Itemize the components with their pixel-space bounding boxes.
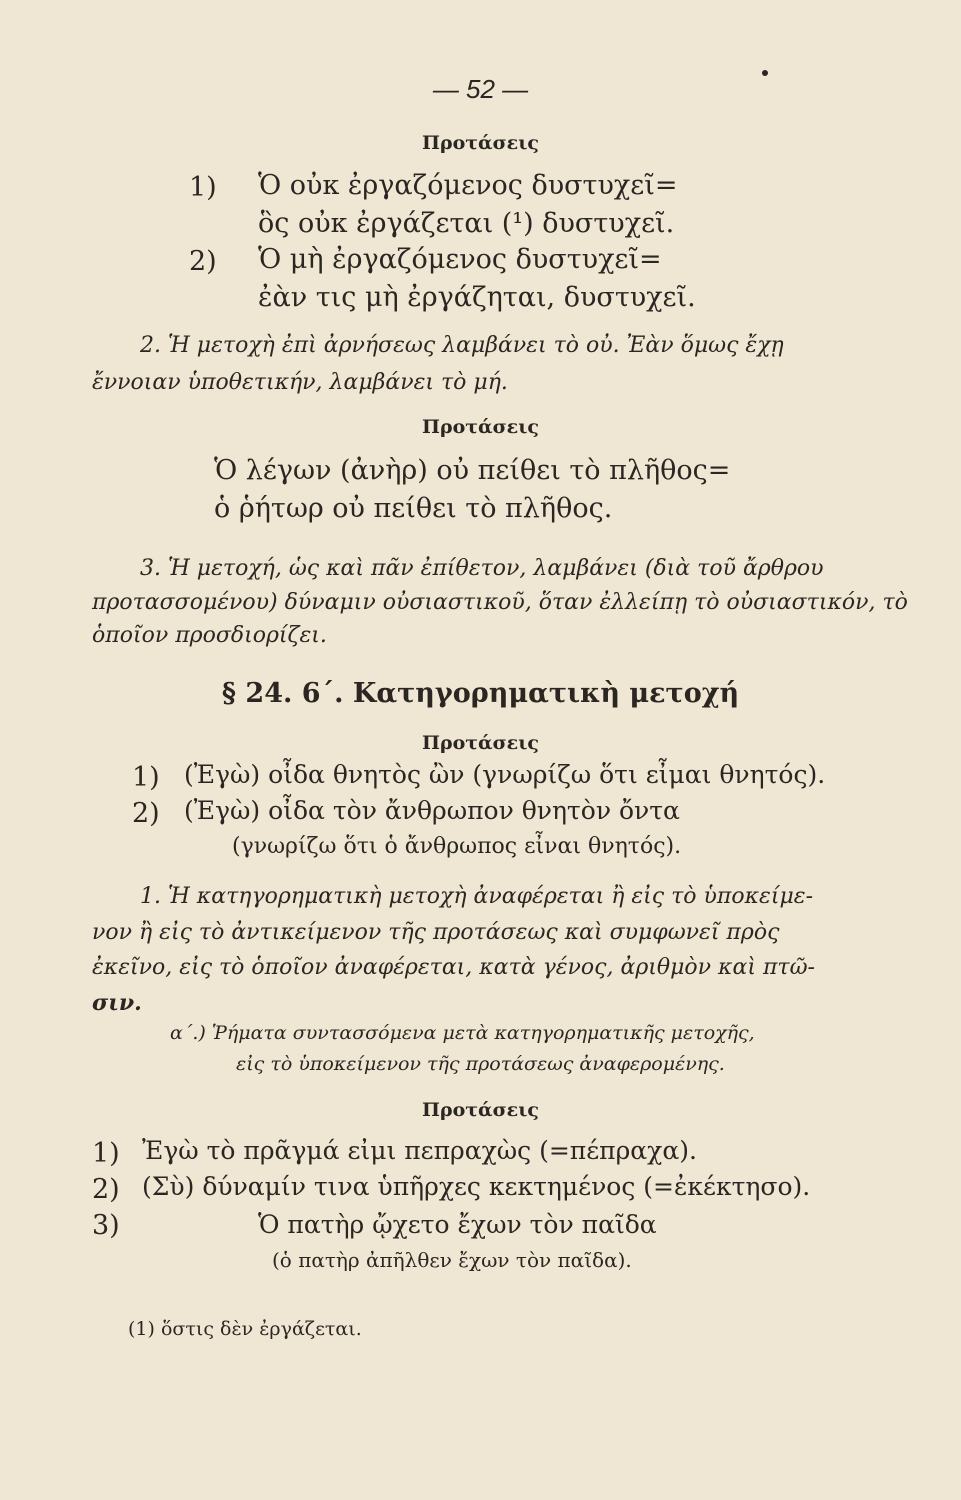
example-line: (Ἐγὼ) οἶδα τὸν ἄνθρωπον θνητὸν ὄντα [184,796,680,825]
item-number: 1) [189,172,217,203]
examples-heading-2: Προτάσεις [422,416,539,438]
rule-text: ὁποῖον προσδιορίζει. [92,623,327,648]
page-number: — 52 — [432,74,529,104]
rule-text: ἔννοιαν ὑποθετικήν, λαμβάνει τὸ μή. [92,370,508,395]
item-number: 1) [92,1138,120,1169]
example-line: Ἐγὼ τὸ πρᾶγμά εἰμι πεπραχὼς (=πέπραχα). [142,1136,697,1165]
example-line: Ὁ πατὴρ ᾤχετο ἔχων τὸν παῖδα [258,1210,657,1239]
item-number: 1) [132,762,160,793]
examples-heading-3: Προτάσεις [422,732,539,754]
example-line: ὃς οὐκ ἐργάζεται (¹) δυστυχεῖ. [258,208,675,239]
item-number: 2) [189,246,217,277]
examples-heading-1: Προτάσεις [422,132,539,154]
rule-text: 2. Ἡ μετοχὴ ἐπὶ ἀρνήσεως λαμβάνει τὸ οὐ. Ἐὰν ὅμως ἔχῃ [140,333,784,358]
footnote: (1) ὅστις δὲν ἐργάζεται. [128,1318,362,1340]
rule-text: προτασσομένου) δύναμιν οὐσιαστικοῦ, ὅταν ἐλλείπῃ τὸ οὐσιαστικόν, τὸ [92,590,908,615]
sub-rule: α΄.) Ῥήματα συντασσόμενα μετὰ κατηγορηματικῆς μετοχῆς, [170,1022,755,1044]
rule-text: 3. Ἡ μετοχή, ὡς καὶ πᾶν ἐπίθετον, λαμβάνει (διὰ τοῦ ἄρθρου [140,556,824,581]
section-title: § 24. 6΄. Κατηγορηματικὴ μετοχή [221,678,740,709]
rule-text: σιν. [92,990,142,1016]
example-line: ἐὰν τις μὴ ἐργάζηται, δυστυχεῖ. [258,282,696,313]
rule-text: 1. Ἡ κατηγορηματικὴ μετοχὴ ἀναφέρεται ἢ εἰς τὸ ὑποκείμε- [140,884,814,909]
example-line: (Σὺ) δύναμίν τινα ὑπῆρχες κεκτημένος (=ἐκέκτησο). [142,1172,811,1201]
example-line: Ὁ μὴ ἐργαζόμενος δυστυχεῖ= [258,244,662,275]
item-number: 2) [92,1174,120,1205]
example-line: Ὁ λέγων (ἀνὴρ) οὐ πείθει τὸ πλῆθος= [214,455,731,486]
example-line: ὁ ῥήτωρ οὐ πείθει τὸ πλῆθος. [214,493,613,524]
item-number: 2) [132,798,160,829]
examples-heading-4: Προτάσεις [422,1099,539,1121]
example-line: (γνωρίζω ὅτι ὁ ἄνθρωπος εἶναι θνητός). [232,834,682,859]
example-line: Ὁ οὐκ ἐργαζόμενος δυστυχεῖ= [258,170,678,201]
item-number: 3) [92,1210,120,1241]
sub-rule: εἰς τὸ ὑποκείμενον τῆς προτάσεως ἀναφερομένης. [236,1053,725,1075]
example-line: (Ἐγὼ) οἶδα θνητὸς ὢν (γνωρίζω ὅτι εἶμαι θνητός). [184,760,826,789]
rule-text: ἐκεῖνο, εἰς τὸ ὁποῖον ἀναφέρεται, κατὰ γένος, ἀριθμὸν καὶ πτῶ- [92,955,815,980]
rule-text: νον ἢ εἰς τὸ ἀντικείμενον τῆς προτάσεως καὶ συμφωνεῖ πρὸς [92,920,780,945]
example-line: (ὁ πατὴρ ἀπῆλθεν ἔχων τὸν παῖδα). [272,1248,632,1272]
